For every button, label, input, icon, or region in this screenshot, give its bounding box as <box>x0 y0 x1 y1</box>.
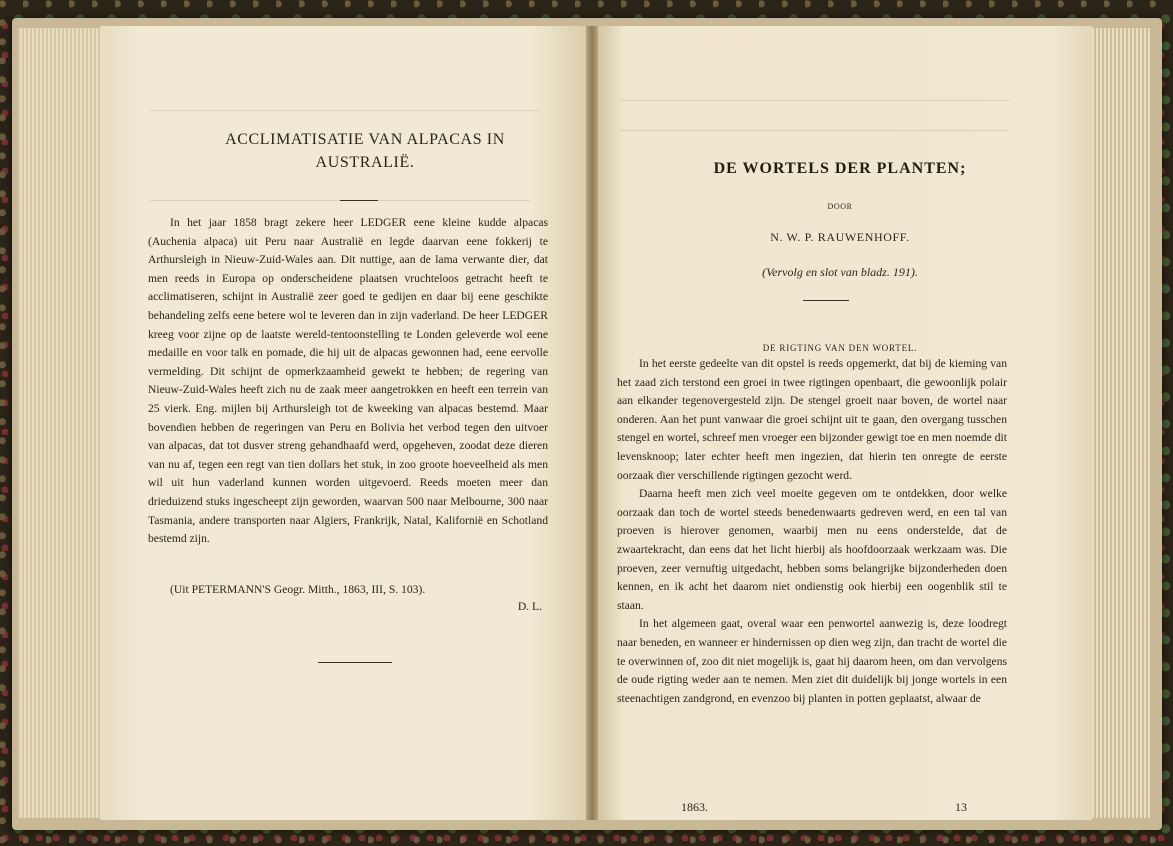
body-paragraph: In het eerste gedeelte van dit opstel is reeds opgemerkt, dat bij de kieming van het zaad zich terstond een groei in twee rigtingen openbaart, die gewoonlijk polair aan elkander tegenovergesteld zijn. De stengel groeit naar boven, de wortel naar onderen. Aan het punt vanwaar die groei schijnt uit te gaan, den overgang tusschen stengel en wortel, schreef men vroeger een bijzonder gewigt toe en men noemde dit levensknoop; later echter heeft men ingezien, dat hierin ten onregte de eerste oorzaak dier verschillende rigtingen gezocht werd. <box>617 357 1007 482</box>
left-article-signature: D. L. <box>517 600 542 613</box>
section-heading: DE RIGTING VAN DEN WORTEL. <box>762 343 918 353</box>
left-article-title: ACCLIMATISATIE VAN ALPACAS IN AUSTRALIË. <box>225 131 505 171</box>
footer-year: 1863. <box>681 800 708 814</box>
body-paragraph: Daarna heeft men zich veel moeite gegeven om te ontdekken, door welke oorzaak dan toch de wortel steeds benedenwaarts gedreven werd, en een tal van proeven is hierover genomen, waarbij men nu eens onderstelde, dat de zwaartekracht, dan eens dat het licht hierbij als hoofdoorzaak werkzaam was. Die proeven, zeer vernuftig uitgedacht, hebben soms belangrijke bijzonderheden doen kennen, en ik acht het daarom niet ondienstig ook hierbij een oogenblik stil te staan. <box>617 487 1007 612</box>
end-divider <box>318 662 392 663</box>
author-name: N. W. P. RAUWENHOFF. <box>770 230 910 244</box>
book-gutter <box>586 26 598 820</box>
continuation-note: (Vervolg en slot van bladz. 191). <box>762 265 918 279</box>
show-through-line <box>150 110 540 111</box>
body-paragraph: In het algemeen gaat, overal waar een penwortel aanwezig is, deze loodregt naar beneden, en wanneer er hindernissen op dien weg zijn, dan tracht de wortel die te overwinnen of, zoo dit niet mogelijk is, gaat hij daarom heen, om dan vervolgens de oude rigting weder aan te nemen. Men ziet dit duidelijk bij jonge wortels in een steenachtigen zandgrond, en evenzoo bij planten in potten geplaatst, alwaar de <box>617 617 1007 705</box>
show-through-line <box>620 100 1010 101</box>
show-through-line <box>620 130 1010 131</box>
left-page-stack-edge <box>18 28 108 818</box>
header-divider <box>803 300 849 301</box>
left-article-paragraph: In het jaar 1858 bragt zekere heer LEDGER eene kleine kudde alpacas (Auchenia alpaca) uit Peru naar Australië en legde daarvan eene fokkerij te Arthursleigh in Nieuw-Zuid-Wales aan. Dit nuttige, aan de lama verwante dier, dat men reeds in Europa op onderscheidene plaatsen vruchteloos getracht heeft te acclimatiseren, schijnt in Australië zeer goed te gedijen en daar bij eene geschikte behandeling zelfs eene betere wol te leveren dan in zijn vaderland. De heer LEDGER kreeg voor zijne op de laatste wereld-tentoonstelling te Londen geleverde wol eene medaille en voor talk en pomade, die hij uit de alpacas gewonnen had, eene eervolle vermelding. Dit schijnt de opmerkzaamheid gewekt te hebben; de regering van Nieuw-Zuid-Wales heeft zich nu de zaak meer aangetrokken en heeft een terrein van 25 vierk. Eng. mijlen bij Arthursleigh tot de kweeking van alpacas bestemd. Maar bovendien hebben de regeringen van Peru en Bolivia het verbod tegen den uitvoer van alpacas, dat tot dusver streng gehandhaafd werd, opgeheven, zoodat deze dieren van nu af, tegen een regt van tien dollars het stuk, in zoo groote hoeveelheid als men wil uit hun vaderland kunnen worden uitgevoerd. Reeds moeten meer dan drieduizend stuks ingescheept zijn geworden, waarvan 500 naar Melbourne, 300 naar Tasmania, andere transporten naar Algiers, Frankrijk, Natal, Kalifornië en Schotland bestemd zijn. <box>148 216 548 546</box>
right-page-stack-edge <box>1088 28 1150 818</box>
right-article-title: DE WORTELS DER PLANTEN; <box>713 160 967 177</box>
left-article-source <box>148 581 548 600</box>
title-divider <box>340 200 378 201</box>
byline-door: DOOR <box>827 202 853 211</box>
left-article-body <box>148 214 548 549</box>
source-citation: (Uit PETERMANN'S Geogr. Mitth., 1863, III, S. 103). <box>170 583 426 596</box>
footer-signature-mark: 13 <box>955 800 967 814</box>
right-article-body <box>617 355 1007 708</box>
